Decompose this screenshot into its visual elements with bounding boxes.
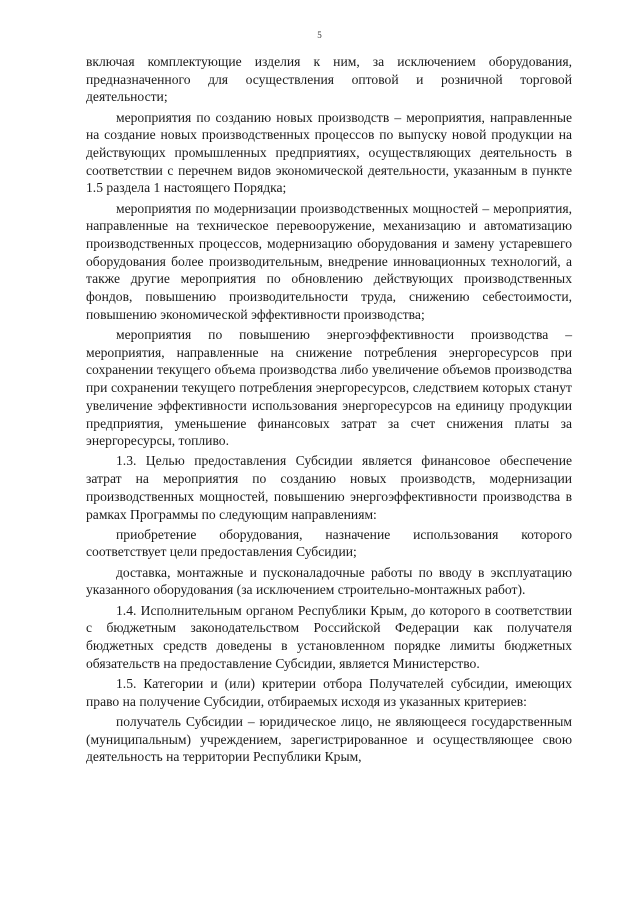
paragraph-modernization-measures: мероприятия по модернизации производственных мощностей – мероприятия, направленные на техническое перевооружение, механизацию и автоматизацию производственных процессов, модернизацию оборудования и замену устаревшего оборудования более производительным, внедрение инновационных технологий, а также другие мероприятия по обновлению действующих производственных фондов, повышению производительности труда, снижению себестоимости, повышению экономической эффективности производства;: [86, 200, 572, 322]
page-number: 5: [317, 30, 322, 40]
paragraph-clause-1-5: 1.5. Категории и (или) критерии отбора Получателей субсидии, имеющих право на получение Субсидии, отбираемых исходя из указанных критериев:: [86, 675, 572, 709]
paragraph-clause-1-4: 1.4. Исполнительным органом Республики Крым, до которого в соответствии с бюджетным законодательством Российской Федерации как получателя бюджетных средств доведены в установленном порядке лимиты бюджетных обязательств на предоставление Субсидии, является Министерство.: [86, 602, 572, 671]
paragraph-continuation: включая комплектующие изделия к ним, за исключением оборудования, предназначенного для осуществления оптовой и розничной торговой деятельности;: [86, 54, 572, 105]
paragraph-clause-1-3: 1.3. Целью предоставления Субсидии является финансовое обеспечение затрат на мероприятия по созданию новых производств, модернизации производственных мощностей, повышению энергоэффективности производства в рамках Программы по следующим направлениям:: [86, 453, 572, 522]
paragraph-energy-efficiency-measures: мероприятия по повышению энергоэффективности производства – мероприятия, направленные на снижение потребления энергоресурсов при сохранении текущего объема производства либо увеличение объемов производства при сохранении текущего потребления энергоресурсов, следствием которых станут увеличение эффективности использования энергоресурсов на единицу продукции предприятия, уменьшение финансовых затрат за счет снижения платы за энергоресурсы, топливо.: [86, 327, 572, 449]
paragraph-delivery-installation: доставка, монтажные и пусконаладочные работы по вводу в эксплуатацию указанного оборудования (за исключением строительно-монтажных работ).: [86, 564, 572, 598]
paragraph-equipment-purchase: приобретение оборудования, назначение использования которого соответствует цели предоставления Субсидии;: [86, 526, 572, 560]
paragraph-new-production-measures: мероприятия по созданию новых производств – мероприятия, направленные на создание новых производственных процессов по выпуску новой продукции на действующих промышленных предприятиях, осуществляющих деятельность в соответствии с перечнем видов экономической деятельности, указанным в пункте 1.5 раздела 1 настоящего Порядка;: [86, 109, 572, 196]
paragraph-recipient-criteria: получатель Субсидии – юридическое лицо, не являющееся государственным (муниципальным) учреждением, зарегистрированное и осуществляющее свою деятельность на территории Республики Крым,: [86, 713, 572, 765]
document-body: [86, 53, 572, 768]
